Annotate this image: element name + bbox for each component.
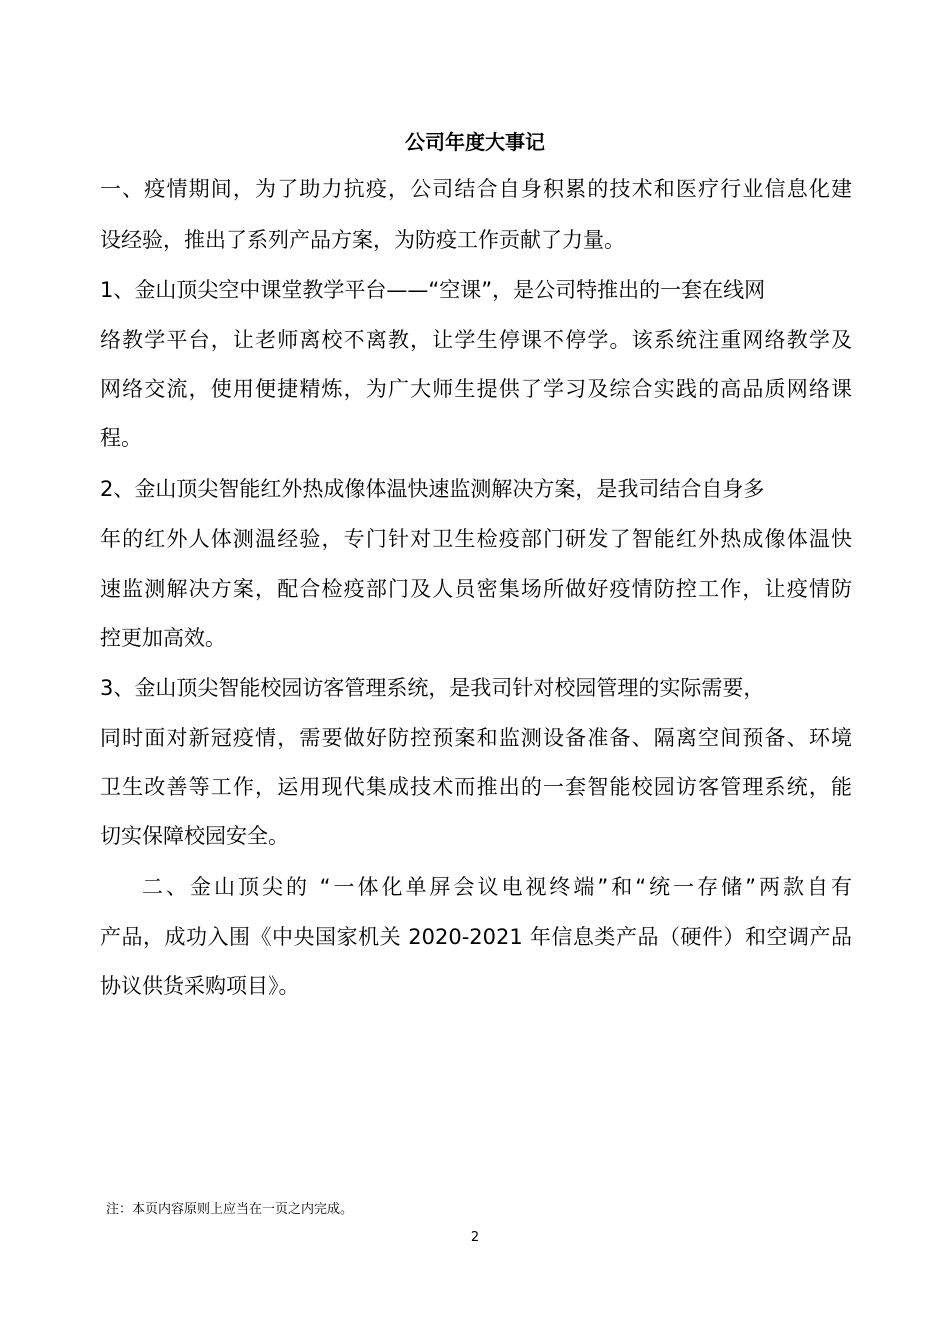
text-line: 二、金山顶尖的 “一体化单屏会议电视终端”和“统一存储”两款自有 xyxy=(142,875,852,899)
text-line: 年的红外人体测温经验，专门针对卫生检疫部门研发了智能红外热成像体温快 xyxy=(100,527,852,551)
text-line: 一、疫情期间，为了助力抗疫，公司结合自身积累的技术和医疗行业信息化建 xyxy=(100,177,852,201)
text-line: 络教学平台，让老师离校不离教，让学生停课不停学。该系统注重网络教学及 xyxy=(100,328,852,352)
text-line: 网络交流，使用便捷精炼，为广大师生提供了学习及综合实践的高品质网络课 xyxy=(100,377,852,401)
text-line: 程。 xyxy=(100,426,142,450)
text-line: 设经验，推出了系列产品方案，为防疫工作贡献了力量。 xyxy=(100,228,625,252)
page-number: 2 xyxy=(470,1230,480,1245)
text-line: 同时面对新冠疫情，需要做好防控预案和监测设备准备、隔离空间预备、环境 xyxy=(100,726,852,750)
text-line: 速监测解决方案，配合检疫部门及人员密集场所做好疫情防控工作，让疫情防 xyxy=(100,577,852,601)
text-line: 协议供货采购项目》。 xyxy=(100,974,300,998)
text-line: 1、金山顶尖空中课堂教学平台——“空课”，是公司特推出的一套在线网 xyxy=(100,278,766,302)
text-line: 2、金山顶尖智能红外热成像体温快速监测解决方案，是我司结合自身多 xyxy=(100,477,765,501)
text-line: 切实保障校园安全。 xyxy=(100,824,289,848)
text-line: 3、金山顶尖智能校园访客管理系统，是我司针对校园管理的实际需要， xyxy=(100,676,765,700)
text-line: 卫生改善等工作，运用现代集成技术而推出的一套智能校园访客管理系统，能 xyxy=(100,775,852,799)
page-title: 公司年度大事记 xyxy=(405,130,545,154)
footnote: 注：本页内容原则上应当在一页之内完成。 xyxy=(106,1202,354,1217)
text-line: 产品，成功入围《中央国家机关 2020-2021 年信息类产品（硬件）和空调产品 xyxy=(100,925,852,949)
text-line: 控更加高效。 xyxy=(100,626,226,650)
